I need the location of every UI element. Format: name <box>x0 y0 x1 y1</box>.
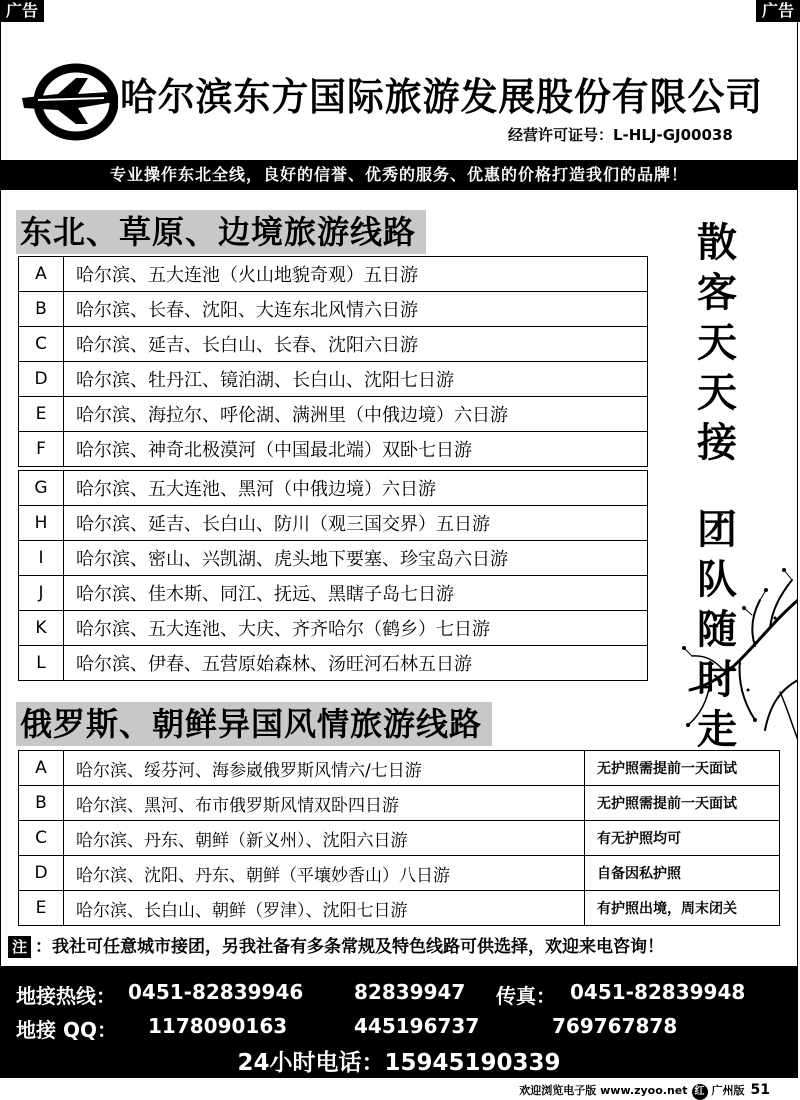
route-code: H <box>19 506 64 541</box>
slogan-char: 队 <box>697 557 737 603</box>
section-title-foreign: 俄罗斯、朝鲜异国风情旅游线路 <box>16 702 492 746</box>
route-code: F <box>19 432 64 467</box>
table-row <box>19 856 780 891</box>
route-name: 哈尔滨、伊春、五营原始森林、汤旺河石林五日游 <box>64 646 648 681</box>
table-row <box>19 327 648 362</box>
qq-number-1: 1178090163 <box>148 1014 288 1038</box>
route-note: 自备因私护照 <box>585 856 780 891</box>
route-table-foreign <box>18 750 780 926</box>
vertical-slogan-individual <box>692 218 742 468</box>
route-code: E <box>19 397 64 432</box>
route-code: B <box>19 786 64 821</box>
route-code: A <box>19 257 64 292</box>
route-code: D <box>19 362 64 397</box>
page-number: 51 <box>750 1082 770 1098</box>
phone-24h: 24小时电话：15945190339 <box>237 1050 561 1076</box>
route-code: D <box>19 856 64 891</box>
table-row <box>19 292 648 327</box>
route-code: A <box>19 751 64 786</box>
slogan-char: 随 <box>697 607 737 653</box>
route-code: J <box>19 576 64 611</box>
table-row <box>19 506 648 541</box>
page-footer <box>519 1082 770 1100</box>
route-name: 哈尔滨、海拉尔、呼伦湖、满洲里（中俄边境）六日游 <box>64 397 648 432</box>
route-code: C <box>19 327 64 362</box>
qq-label: 地接 QQ： <box>16 1018 117 1042</box>
fax-label: 传真： <box>496 984 556 1008</box>
note-mark: 注 <box>8 936 31 958</box>
table-row <box>19 471 648 506</box>
company-name: 哈尔滨东方国际旅游发展股份有限公司 <box>120 75 764 119</box>
route-name: 哈尔滨、沈阳、丹东、朝鲜（平壤妙香山）八日游 <box>64 856 585 891</box>
route-table-northeast-b <box>18 470 648 681</box>
route-code: E <box>19 891 64 926</box>
table-row <box>19 891 780 926</box>
route-code: K <box>19 611 64 646</box>
route-note: 无护照需提前一天面试 <box>585 786 780 821</box>
route-name: 哈尔滨、五大连池（火山地貌奇观）五日游 <box>64 257 648 292</box>
route-name: 哈尔滨、延吉、长白山、防川（观三国交界）五日游 <box>64 506 648 541</box>
table-row <box>19 576 648 611</box>
section-title-northeast: 东北、草原、边境旅游线路 <box>16 210 426 254</box>
slogan-char: 时 <box>697 657 737 703</box>
route-name: 哈尔滨、延吉、长白山、长春、沈阳六日游 <box>64 327 648 362</box>
hotline-number-1: 0451-82839946 <box>128 980 304 1004</box>
note-text: ：我社可任意城市接团，另我社备有多条常规及特色线路可供选择，欢迎来电咨询！ <box>35 937 665 957</box>
slogan-char: 天 <box>697 320 737 366</box>
route-name: 哈尔滨、五大连池、黑河（中俄边境）六日游 <box>64 471 648 506</box>
route-note: 有无护照均可 <box>585 821 780 856</box>
table-row <box>19 611 648 646</box>
table-row <box>19 541 648 576</box>
table-row <box>19 646 648 681</box>
hotline-number-2: 82839947 <box>354 980 466 1004</box>
route-code: I <box>19 541 64 576</box>
route-code: C <box>19 821 64 856</box>
route-name: 哈尔滨、佳木斯、同江、抚远、黑瞎子岛七日游 <box>64 576 648 611</box>
route-name: 哈尔滨、五大连池、大庆、齐齐哈尔（鹤乡）七日游 <box>64 611 648 646</box>
slogan-banner: 专业操作东北全线，良好的信誉、优秀的服务、优惠的价格打造我们的品牌！ <box>0 160 798 190</box>
route-name: 哈尔滨、丹东、朝鲜（新义州）、沈阳六日游 <box>64 821 585 856</box>
qq-number-3: 769767878 <box>552 1014 678 1038</box>
route-name: 哈尔滨、黑河、布市俄罗斯风情双卧四日游 <box>64 786 585 821</box>
slogan-char: 走 <box>697 707 737 753</box>
route-note: 无护照需提前一天面试 <box>585 751 780 786</box>
route-table-northeast-a <box>18 256 648 467</box>
table-row <box>19 821 780 856</box>
slogan-char: 接 <box>697 420 737 466</box>
qq-number-2: 445196737 <box>354 1014 480 1038</box>
route-code: L <box>19 646 64 681</box>
table-row <box>19 786 780 821</box>
slogan-char: 团 <box>697 507 737 553</box>
slogan-char: 天 <box>697 370 737 416</box>
ad-label-left: 广告 <box>0 0 44 22</box>
vertical-slogan-group <box>692 505 742 755</box>
hotline-label: 地接热线： <box>16 984 116 1008</box>
table-row <box>19 432 648 467</box>
fax-number: 0451-82839948 <box>570 980 746 1004</box>
table-row <box>19 257 648 292</box>
slogan-char: 客 <box>697 270 737 316</box>
license-number: 经营许可证号：L-HLJ-GJ00038 <box>508 126 733 144</box>
route-code: B <box>19 292 64 327</box>
route-name: 哈尔滨、绥芬河、海参崴俄罗斯风情六/七日游 <box>64 751 585 786</box>
badge-icon: 红 <box>692 1084 708 1100</box>
route-name: 哈尔滨、长白山、朝鲜（罗津）、沈阳七日游 <box>64 891 585 926</box>
ad-label-right: 广告 <box>756 0 800 22</box>
route-name: 哈尔滨、长春、沈阳、大连东北风情六日游 <box>64 292 648 327</box>
footer-website: 欢迎浏览电子版 www.zyoo.net <box>519 1084 688 1097</box>
table-row <box>19 751 780 786</box>
footnote <box>8 932 664 958</box>
contact-block <box>0 966 798 1078</box>
route-note: 有护照出境，周末闭关 <box>585 891 780 926</box>
footer-edition: 广州版 <box>711 1084 745 1097</box>
route-name: 哈尔滨、神奇北极漠河（中国最北端）双卧七日游 <box>64 432 648 467</box>
route-name: 哈尔滨、密山、兴凯湖、虎头地下要塞、珍宝岛六日游 <box>64 541 648 576</box>
slogan-char: 散 <box>697 220 737 266</box>
airplane-logo-icon <box>18 58 118 142</box>
route-code: G <box>19 471 64 506</box>
route-name: 哈尔滨、牡丹江、镜泊湖、长白山、沈阳七日游 <box>64 362 648 397</box>
table-row <box>19 362 648 397</box>
table-row <box>19 397 648 432</box>
